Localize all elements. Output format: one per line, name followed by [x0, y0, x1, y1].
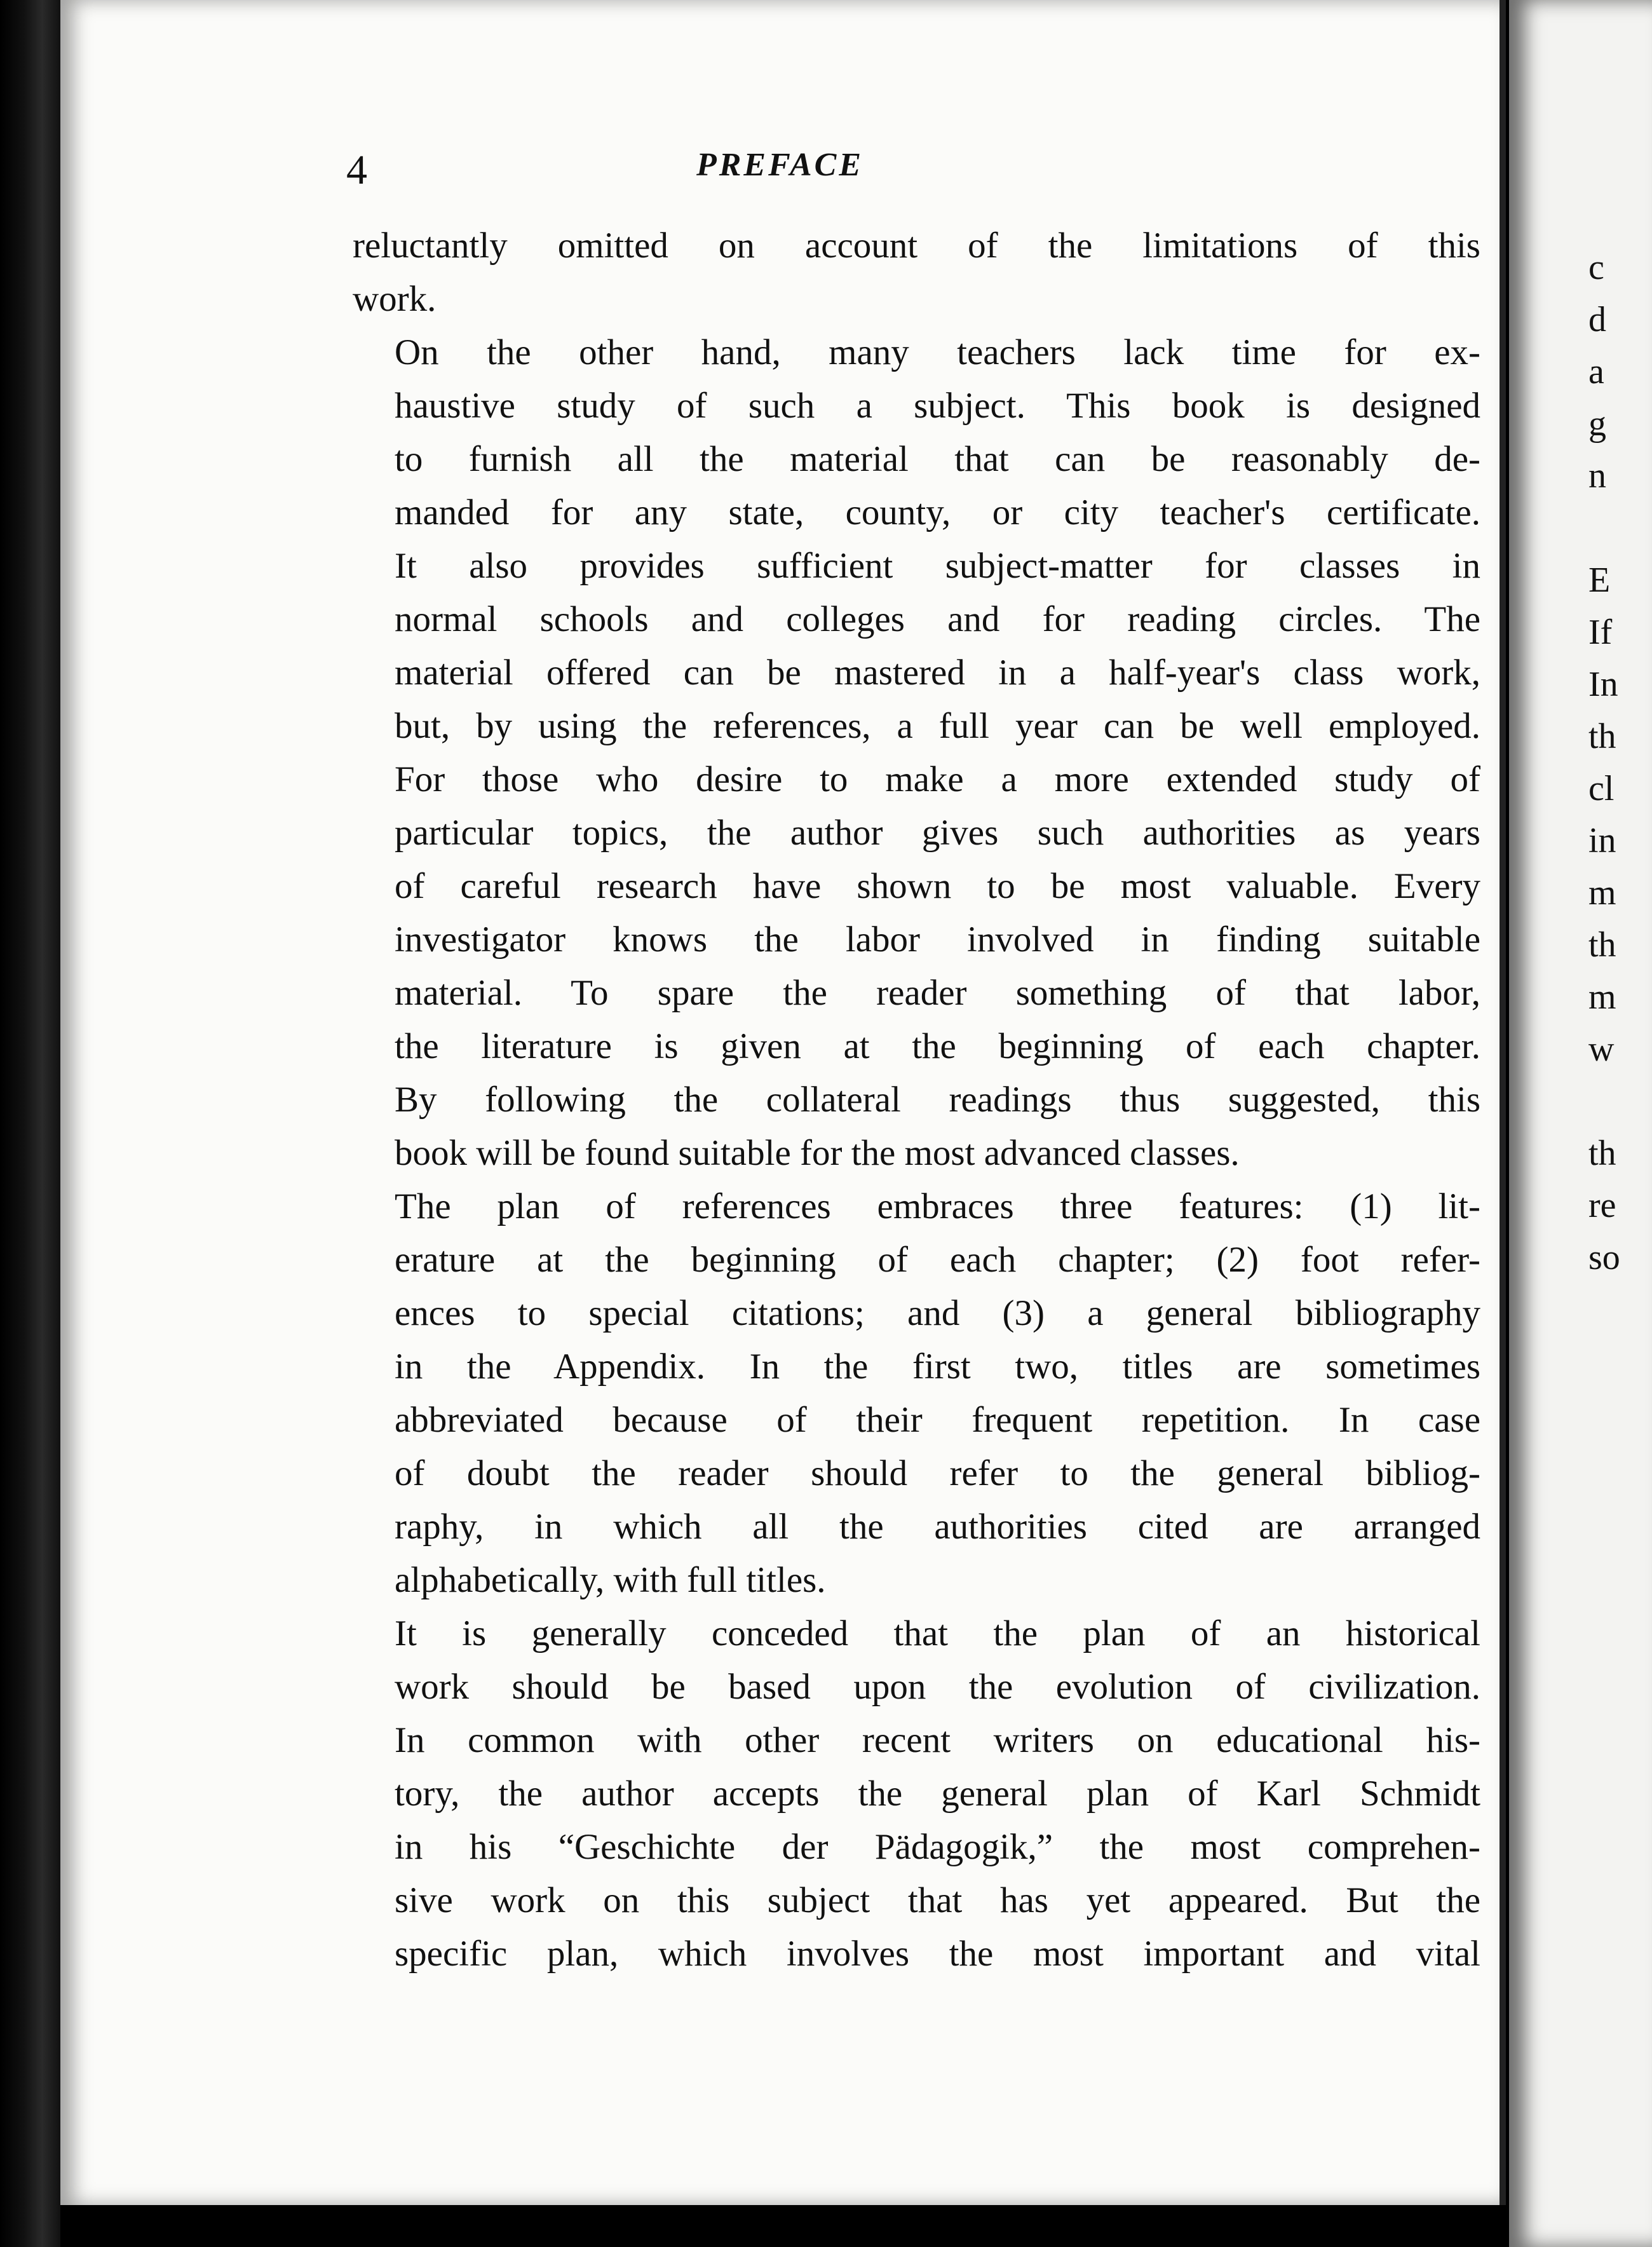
fragment-line: so [1588, 1238, 1620, 1277]
text-line: work. [353, 279, 437, 319]
fragment-line: re [1588, 1186, 1616, 1225]
text-line: For those who desire to make a more extended study of [395, 759, 1480, 799]
text-line: work should be based upon the evolution of civilization. [395, 1667, 1480, 1707]
text-line: ences to special citations; and (3) a general bibliography [395, 1293, 1480, 1333]
fragment-line: w [1588, 1029, 1615, 1069]
text-line: By following the collateral readings thus suggested, this [395, 1080, 1480, 1120]
text-line: material. To spare the reader something of that labor, [395, 973, 1480, 1013]
facing-page-fragments [1588, 241, 1652, 1284]
text-line: material offered can be mastered in a half-year's class work, [395, 653, 1480, 693]
book-page [60, 0, 1506, 2205]
paragraph-4 [353, 1607, 1480, 1981]
text-line: in his “Geschichte der Pädagogik,” the most comprehen- [395, 1827, 1480, 1867]
text-line: alphabetically, with full titles. [395, 1560, 826, 1600]
text-line: normal schools and colleges and for reading circles. The [395, 599, 1480, 639]
page-number: 4 [346, 147, 367, 193]
text-line: abbreviated because of their frequent repetition. In case [395, 1400, 1480, 1440]
text-line: sive work on this subject that has yet appeared. But the [395, 1880, 1480, 1920]
fragment-line: th [1588, 717, 1616, 756]
text-line: investigator knows the labor involved in finding suitable [395, 920, 1480, 960]
text-line: in the Appendix. In the first two, titles are sometimes [395, 1347, 1480, 1387]
text-line: tory, the author accepts the general plan of Karl Schmidt [395, 1774, 1480, 1814]
fragment-line: in [1588, 821, 1616, 860]
text-line: On the other hand, many teachers lack time for ex- [395, 332, 1480, 372]
text-line: specific plan, which involves the most important and vital [395, 1934, 1480, 1974]
fragment-line: m [1588, 977, 1616, 1017]
text-line: raphy, in which all the authorities cited are arranged [395, 1507, 1480, 1547]
fragment-line: c [1588, 248, 1604, 287]
fragment-line: m [1588, 873, 1616, 913]
text-line: haustive study of such a subject. This book is designed [395, 386, 1480, 426]
paragraph-3 [353, 1180, 1480, 1607]
fragment-line: cl [1588, 769, 1615, 808]
paragraph-1 [353, 219, 1480, 326]
fragment-line: E [1588, 560, 1611, 600]
running-head: PREFACE [696, 147, 864, 183]
fragment-line: d [1588, 300, 1606, 339]
fragment-line: If [1588, 613, 1613, 652]
fragment-line: g [1588, 404, 1606, 444]
fragment-line: n [1588, 456, 1606, 496]
text-line: manded for any state, county, or city teacher's certificate. [395, 492, 1480, 533]
fragment-line: th [1588, 1134, 1616, 1173]
fragment-gap [1588, 502, 1652, 554]
text-line: but, by using the references, a full year can be well employed. [395, 706, 1480, 746]
book-binding-edge [0, 0, 60, 2247]
text-line: erature at the beginning of each chapter; (2) foot refer- [395, 1240, 1480, 1280]
fragment-line: th [1588, 925, 1616, 965]
text-line: to furnish all the material that can be reasonably de- [395, 439, 1480, 479]
text-line: It also provides sufficient subject-matter for classes in [395, 546, 1480, 586]
text-line: It is generally conceded that the plan of an historical [395, 1613, 1480, 1653]
text-line: of doubt the reader should refer to the general bibliog- [395, 1453, 1480, 1493]
text-line: In common with other recent writers on educational his- [395, 1720, 1480, 1760]
text-line: reluctantly omitted on account of the limitations of this [353, 226, 1480, 266]
text-line: particular topics, the author gives such authorities as years [395, 813, 1480, 853]
text-line: the literature is given at the beginning of each chapter. [395, 1026, 1480, 1066]
fragment-gap [1588, 1075, 1652, 1127]
body-text [353, 219, 1480, 1981]
text-line: The plan of references embraces three features: (1) lit- [395, 1186, 1480, 1226]
text-line: book will be found suitable for the most advanced classes. [395, 1133, 1240, 1173]
paragraph-2 [353, 326, 1480, 1180]
fragment-line: In [1588, 665, 1618, 704]
fragment-line: a [1588, 352, 1604, 391]
text-line: of careful research have shown to be most valuable. Every [395, 866, 1480, 906]
